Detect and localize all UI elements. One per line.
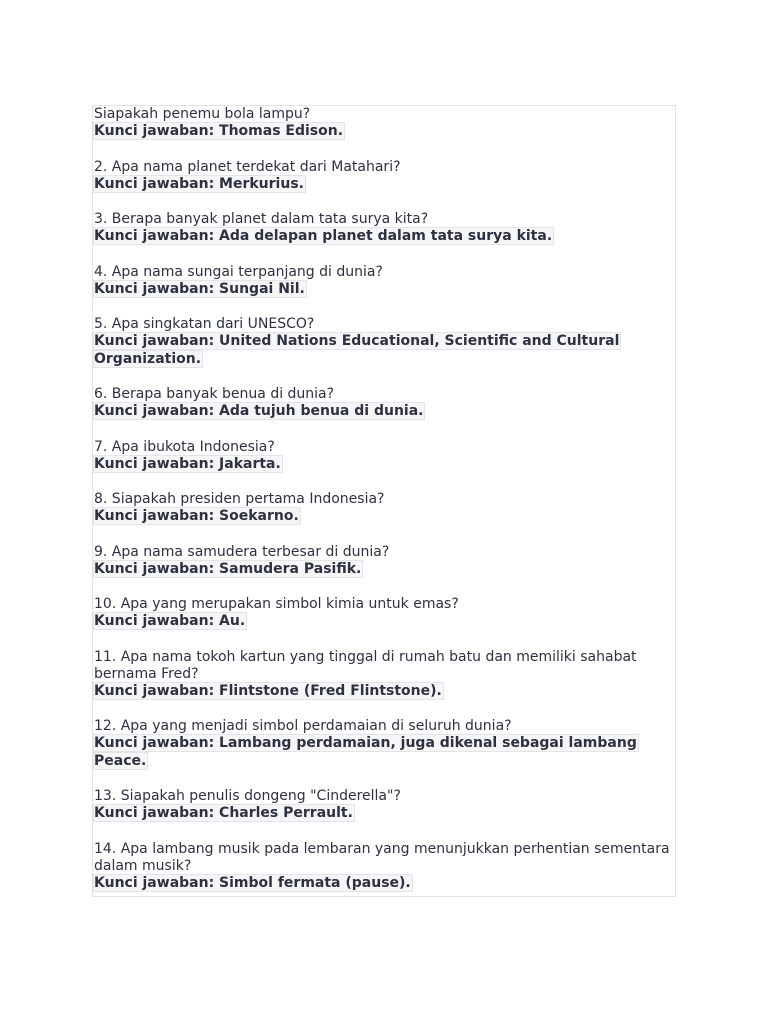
answer-10: Kunci jawaban: Au. — [94, 613, 246, 629]
question-4: 4. Apa nama sungai terpanjang di dunia? — [94, 263, 383, 280]
answer-2: Kunci jawaban: Merkurius. — [94, 175, 304, 192]
answer-12: Kunci jawaban: Lambang perdamaian, juga dikenal sebagai lambang Peace. — [94, 735, 637, 769]
answer-1: Kunci jawaban: Thomas Edison. — [94, 123, 344, 139]
answer-5: Kunci jawaban: United Nations Educational, Scientific and Cultural Organization. — [94, 333, 620, 367]
question-3: 3. Berapa banyak planet dalam tata surya kita? — [94, 211, 429, 227]
qa-item-8 — [94, 491, 676, 526]
question-9: 9. Apa nama samudera terbesar di dunia? — [94, 543, 390, 560]
qa-list — [94, 106, 676, 910]
qa-item-6 — [94, 386, 676, 421]
qa-item-11 — [94, 649, 676, 701]
qa-item-4 — [94, 264, 676, 299]
qa-item-12 — [94, 718, 676, 770]
answer-13: Kunci jawaban: Charles Perrault. — [94, 805, 353, 821]
answer-11: Kunci jawaban: Flintstone (Fred Flintstone). — [94, 682, 442, 699]
question-6: 6. Berapa banyak benua di dunia? — [94, 386, 335, 402]
answer-3: Kunci jawaban: Ada delapan planet dalam tata surya kita. — [94, 228, 553, 244]
question-13: 13. Siapakah penulis dongeng "Cinderella"? — [94, 788, 401, 804]
answer-6: Kunci jawaban: Ada tujuh benua di dunia. — [94, 403, 424, 419]
question-8: 8. Siapakah presiden pertama Indonesia? — [94, 491, 385, 507]
qa-item-2 — [94, 159, 676, 194]
qa-item-10 — [94, 596, 676, 631]
qa-item-9 — [94, 544, 676, 579]
answer-9: Kunci jawaban: Samudera Pasifik. — [94, 560, 362, 577]
question-11: 11. Apa nama tokoh kartun yang tinggal di rumah batu dan memiliki sahabat bernama Fred? — [94, 648, 637, 682]
qa-item-14 — [94, 841, 676, 893]
question-2: 2. Apa nama planet terdekat dari Matahari? — [94, 158, 401, 175]
question-5: 5. Apa singkatan dari UNESCO? — [94, 316, 315, 332]
question-12: 12. Apa yang menjadi simbol perdamaian di seluruh dunia? — [94, 718, 512, 734]
question-1: Siapakah penemu bola lampu? — [94, 106, 311, 122]
question-10: 10. Apa yang merupakan simbol kimia untuk emas? — [94, 596, 459, 612]
answer-8: Kunci jawaban: Soekarno. — [94, 508, 299, 524]
qa-item-5 — [94, 316, 676, 368]
qa-item-7 — [94, 439, 676, 474]
question-7: 7. Apa ibukota Indonesia? — [94, 438, 275, 455]
qa-item-13 — [94, 788, 676, 823]
qa-item-3 — [94, 211, 676, 246]
answer-7: Kunci jawaban: Jakarta. — [94, 455, 281, 472]
answer-14: Kunci jawaban: Simbol fermata (pause). — [94, 874, 411, 891]
qa-item-1 — [94, 106, 676, 141]
answer-4: Kunci jawaban: Sungai Nil. — [94, 280, 305, 297]
question-14: 14. Apa lambang musik pada lembaran yang menunjukkan perhentian sementara dalam musik? — [94, 840, 670, 874]
